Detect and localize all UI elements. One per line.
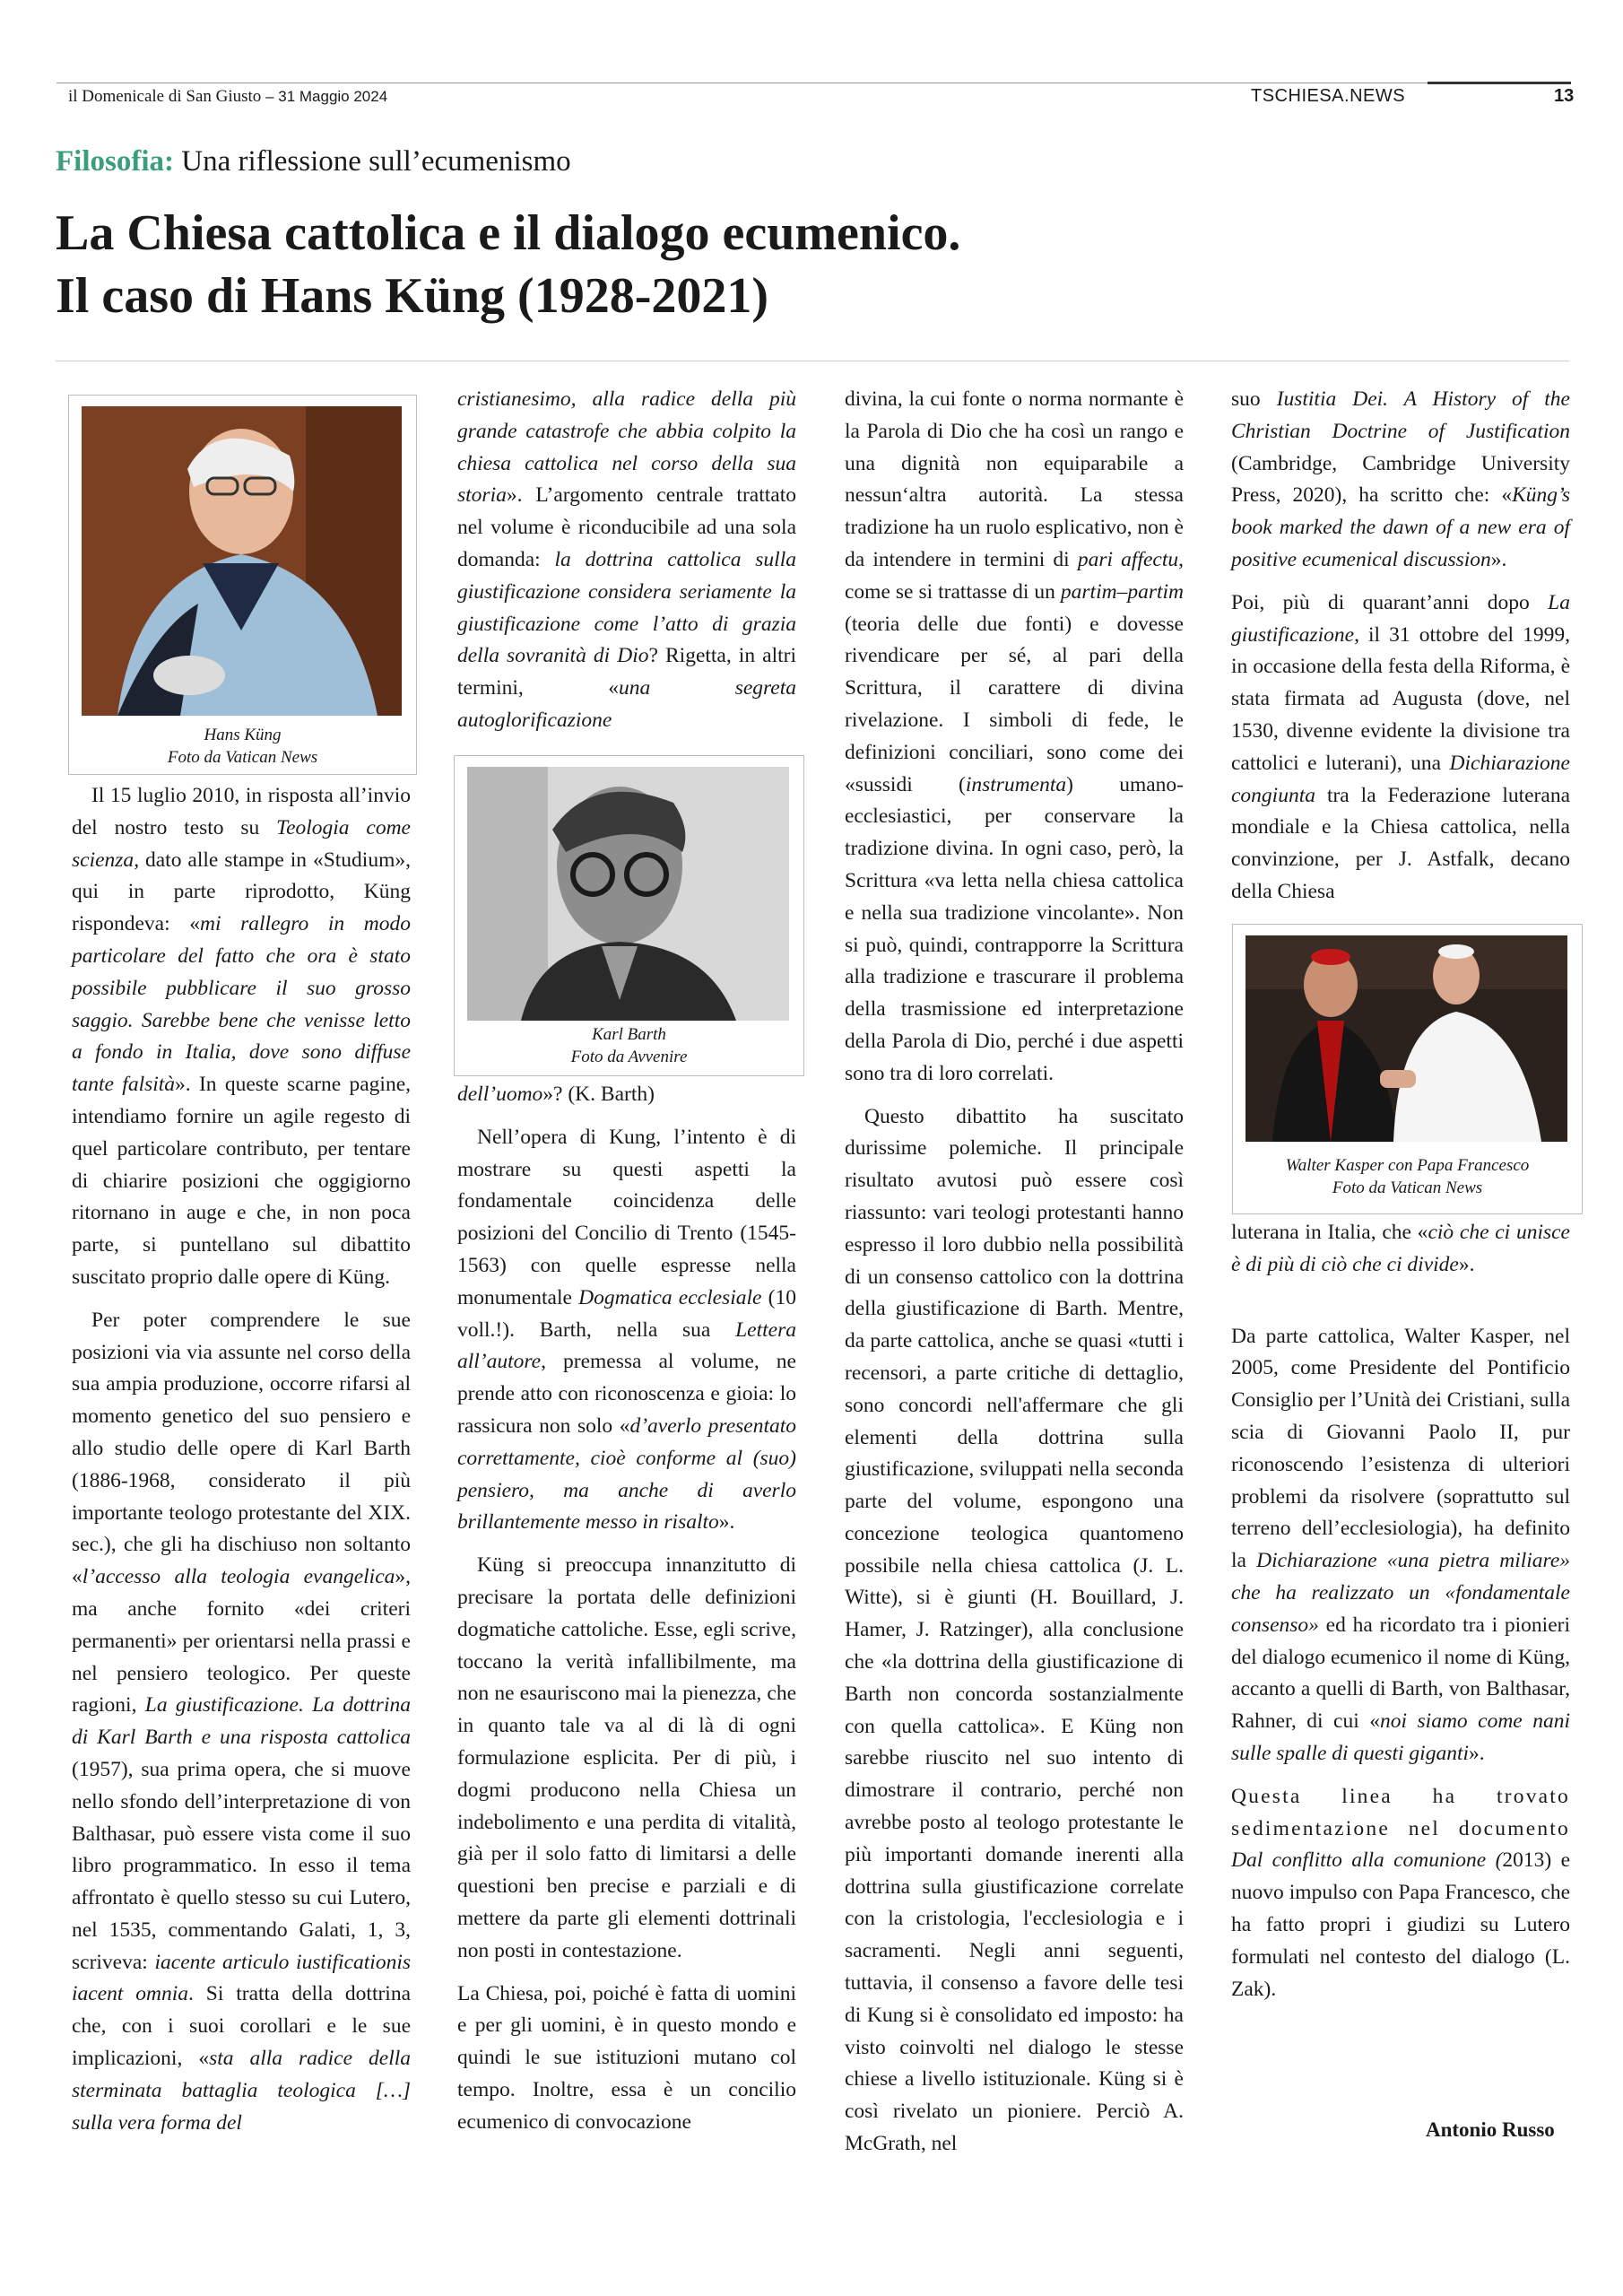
- author-signature: Antonio Russo: [1426, 2118, 1555, 2141]
- paragraph: Nell’opera di Kung, l’intento è di mostrare su questi aspetti la fondamentale coincidenza delle posizioni del Concilio di Trento (1545-1563) con quelle espresse nella monumentale Dogmatica ecclesiale (10 voll.!). Barth, nella sua Lettera all’autore, premessa al volume, ne prende atto con riconoscenza e gioia: lo rassicura non solo «d’averlo presentato correttamente, cioè conforme al (suo) pensiero, ma anche di averlo brillantemente messo in risalto».: [457, 1125, 797, 1535]
- column-4-bottom: [1231, 1217, 1570, 2016]
- barth-caption: [455, 1023, 803, 1068]
- figure-kasper: [1232, 924, 1583, 1214]
- barth-photo: [467, 767, 789, 1021]
- column-2-bottom: [457, 1079, 796, 2150]
- paragraph: La Chiesa, poi, poiché è fatta di uomini e per gli uomini, è in questo mondo e quindi le sue istituzioni mutano col tempo. Inoltre, essa è un concilio ecumenico di convocazione: [457, 1981, 796, 2134]
- paragraph: Questo dibattito ha suscitato durissime polemiche. Il principale risultato avutosi può essere così riassunto: vari teologi protestanti hanno espresso il loro dubbio nella possibilità di un consenso cattolico con la dottrina della giustificazione di Barth. Mentre, da parte cattolica, anche se quasi «tutti i recensori, a parte critiche di dettaglio, sono concordi nell'affermare che gli elementi della dottrina sulla giustificazione, sviluppati nella seconda parte del volume, espongono una concezione teologica quantomeno possibile nella chiesa cattolica (J. L. Witte), si è giunti (H. Bouillard, J. Hamer, J. Ratzinger), alla conclusione che «la dottrina della giustificazione di Barth non concorda sostanzialmente con quella cattolica». E Küng non sarebbe riuscito nel suo intento di dimostrare il contrario, perché non avrebbe posto al teologo protestante le più importanti domande inerenti alla dottrina sulla giustificazione correlate con la cristologia, l'ecclesiologia e i sacramenti. Negli anni seguenti, tuttavia, il consenso a favore delle tesi di Kung si è consolidato ed imposto: ha visto coinvolti nel dialogo le stesse chiese a livello istituzionale. Küng si è così rivelato un pioniere. Perciò A. McGrath, nel: [845, 1104, 1184, 2156]
- figure-kung: [68, 395, 417, 775]
- paragraph: Da parte cattolica, Walter Kasper, nel 2005, come Presidente del Pontificio Consiglio per l’Unità dei Cristiani, sulla scia di Giovanni Paolo II, pur riconoscendo l’esistenza di ulteriori problemi da risolvere (soprattutto sul terreno dell’ecclesiologia), ha definito la Dichiarazione «una pietra miliare» che ha realizzato un «fondamentale consenso» ed ha ricordato tra i pionieri del dialogo ecumenico il nome di Küng, accanto a quelli di Barth, von Balthasar, Rahner, di cui «noi siamo come nani sulle spalle di questi giganti».: [1231, 1324, 1570, 1765]
- kung-portrait-image: [82, 406, 402, 716]
- kasper-caption-credit: Foto da Vatican News: [1332, 1178, 1483, 1197]
- paragraph: Per poter comprendere le sue posizioni via via assunte nel corso della sua ampia produzione, occorre rifarsi al momento genetico del suo pensiero e allo studio delle opere di Karl Barth (1886-1968, considerato il più importante teologo protestante del XIX. sec.), che gli ha dischiuso non soltanto «l’accesso alla teologia evangelica», ma anche fornito «dei criteri permanenti» per orientarsi nella prassi e nel pensiero teologico. Per queste ragioni, La giustificazione. La dottrina di Karl Barth e una risposta cattolica (1957), sua prima opera, che si muove nello sfondo dell’interpretazione di von Balthasar, può essere vista come il suo libro programmatico. In esso il tema affrontato è quello stesso su cui Lutero, nel 1535, commentando Galati, 1, 3, scriveva: iacente articulo iustificationis iacent omnia. Si tratta della dottrina che, con i suoi corollari e le sue implicazioni, «sta alla radice della sterminata battaglia teologica […] sulla vera forma del: [72, 1308, 412, 2135]
- article-kicker: [56, 144, 571, 179]
- barth-portrait-image: [467, 767, 789, 1021]
- paragraph: cristianesimo, alla radice della più grande catastrofe che abbia colpito la chiesa cattolica nel corso della sua storia». L’argomento centrale trattato nel volume è riconducibile ad una sola domanda: la dottrina cattolica sulla giustificazione considera seriamente la giustificazione come l’atto di grazia della sovranità di Dio? Rigetta, in altri termini, «una segreta autoglorificazione: [457, 387, 796, 732]
- publication-date: – 31 Maggio 2024: [265, 88, 388, 105]
- kasper-caption: [1233, 1154, 1582, 1199]
- publication-name: il Domenicale di San Giusto: [68, 87, 262, 106]
- paragraph: divina, la cui fonte o norma normante è la Parola di Dio che ha così un rango e una dignità non equiparabile a nessun‘altra autorità. La stessa tradizione ha un ruolo esplicativo, non è da intendere in termini di pari affectu, come se si trattasse di un partim–partim (teoria delle due fonti) e dovesse rivendicare per sé, al pari della Scrittura, il carattere di divina rivelazione. I simboli di fede, le definizioni conciliari, sono come dei «sussidi (instrumenta) umano-ecclesiastici, per conservare la tradizione divina. In ogni caso, però, la Scrittura «va letta nella chiesa cattolica e nella sua tradizione vincolante». Non si può, quindi, contrapporre la Scrittura alla tradizione e trascurare il problema della trasmissione ed interpretazione della Parola di Dio, perché i due aspetti sono tra di loro correlati.: [845, 387, 1184, 1085]
- publication-line: [68, 87, 387, 107]
- kung-photo: [82, 406, 402, 716]
- figure-barth: [454, 755, 804, 1076]
- kung-caption-name: Hans Küng: [204, 726, 282, 744]
- paragraph: dell’uomo»? (K. Barth): [457, 1083, 655, 1106]
- column-3: [845, 384, 1184, 2171]
- header-rule-accent: [1428, 82, 1571, 84]
- barth-caption-credit: Foto da Avvenire: [570, 1048, 688, 1066]
- barth-caption-name: Karl Barth: [592, 1025, 666, 1044]
- article-title: [56, 202, 1401, 327]
- kung-caption-credit: Foto da Vatican News: [167, 748, 318, 767]
- column-2-top: [457, 384, 796, 748]
- site-name[interactable]: TSCHIESA.NEWS: [1251, 86, 1406, 106]
- article-category: Filosofia:: [56, 145, 174, 178]
- kung-caption: [69, 724, 416, 769]
- column-1: [72, 780, 411, 2150]
- paragraph: luterana in Italia, che «ciò che ci unisce è di più di ciò che ci divide».: [1231, 1221, 1570, 1276]
- title-line-2: Il caso di Hans Küng (1928-2021): [56, 268, 768, 324]
- kasper-caption-name: Walter Kasper con Papa Francesco: [1285, 1156, 1530, 1175]
- article-subtitle: Una riflessione sull’ecumenismo: [181, 145, 571, 178]
- page-number: 13: [1554, 86, 1575, 106]
- paragraph: suo Iustitia Dei. A History of the Christian Doctrine of Justification (Cambridge, Cambridge University Press, 2020), ha scritto che: «Küng’s book marked the dawn of a new era of positive ecumenical discussion».: [1231, 387, 1570, 571]
- column-4-top: [1231, 384, 1570, 919]
- kasper-pope-image: [1245, 935, 1567, 1142]
- paragraph: Questa linea ha trovato sedimentazione nel documento Dal conflitto alla comunione (2013) e nuovo impulso con Papa Francesco, che ha fatto propri i giudizi su Lutero formulati nel contesto del dialogo (L. Zak).: [1231, 1784, 1570, 2001]
- paragraph: Poi, più di quarant’anni dopo La giustificazione, il 31 ottobre del 1999, in occasione della festa della Riforma, è stata firmata ad Augusta (dove, nel 1530, divenne evidente la divisione tra cattolici e luterani), una Dichiarazione congiunta tra la Federazione luterana mondiale e la Chiesa cattolica, nella convinzione, per J. Astfalk, decano della Chiesa: [1231, 590, 1570, 903]
- paragraph: Küng si preoccupa innanzitutto di precisare la portata delle definizioni dogmatiche cattoliche. Esse, egli scrive, toccano la verità infallibilmente, ma non ne esauriscono mai la pienezza, che in quanto tale va al di là di ogni formulazione esplicita. Per di più, i dogmi producono nella Chiesa un indebolimento e una perdita di vitalità, già per il solo fatto di limitarsi a delle questioni ben precise e parziali e di mettere da parte gli elementi dottrinali non posti in contestazione.: [457, 1553, 796, 1962]
- kasper-photo: [1245, 935, 1567, 1142]
- title-line-1: La Chiesa cattolica e il dialogo ecumenico.: [56, 205, 961, 261]
- paragraph: Il 15 luglio 2010, in risposta all’invio del nostro testo su Teologia come scienza, dato alle stampe in «Studium», qui in parte riprodotto, Küng rispondeva: «mi rallegro in modo particolare del fatto che ora è stato possibile pubblicare il suo grosso saggio. Sarebbe bene che venisse letto a fondo in Italia, dove sono diffuse tante falsità». In queste scarne pagine, intendiamo fornire un agile regesto di quel particolare contributo, per tentare di chiarire posizioni che oggigiorno ritornano in auge e che, in non poca parte, si puntellano sul dibattito suscitato proprio dalle opere di Küng.: [72, 784, 411, 1289]
